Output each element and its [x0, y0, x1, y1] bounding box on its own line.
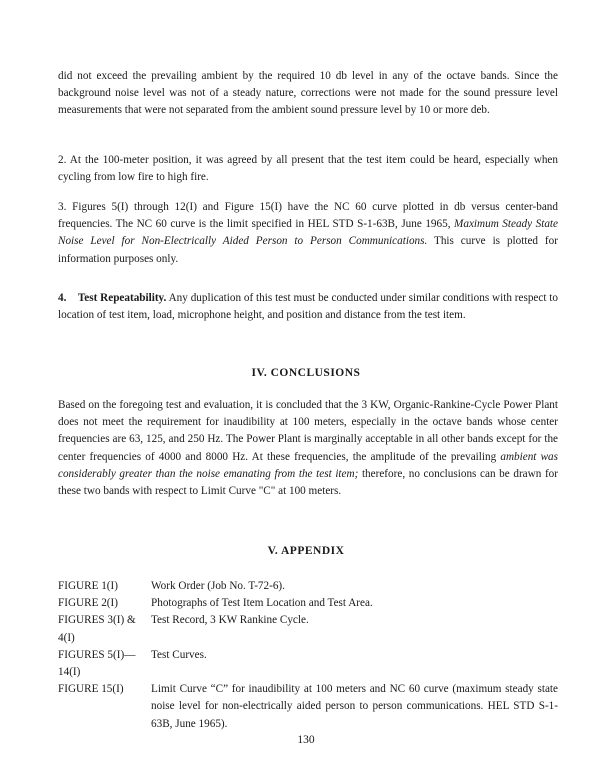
- appendix-item-label: FIGURE 1(I): [58, 580, 118, 592]
- appendix-item: [58, 578, 558, 595]
- appendix-item-desc: Work Order (Job No. T-72-6).: [151, 580, 285, 592]
- appendix-item-desc: Photographs of Test Item Location and Test Area.: [151, 597, 373, 610]
- appendix-item-desc: Test Record, 3 KW Rankine Cycle.: [151, 614, 309, 627]
- appendix-item-label: FIGURE 15(I): [58, 683, 124, 696]
- repeatability-heading: Test Repeatability.: [77, 292, 167, 304]
- appendix-item-label: FIGURES 5(I)—14(I): [58, 648, 136, 679]
- appendix-item-label: FIGURES 3(I) & 4(I): [58, 614, 136, 644]
- nc60-text-end: This curve is plotted for information purposes only.: [58, 235, 558, 265]
- appendix-item-desc: Limit Curve “C” for inaudibility at 100 meters and NC 60 curve (maximum steady state noise level for non-electrically aided person to person communications. HEL STD S-1-63B, June 1965).: [151, 683, 558, 730]
- appendix-item: [58, 647, 558, 681]
- conclusions-text-start: Based on the foregoing test and evaluation, it is concluded that the 3 KW, Organic-Rankine-Cycle Power Plant does not meet the requirement for inaudibility at 100 meters, especially in the octave bands whose center frequencies are 63, 125, and 250 Hz. The Power Plant is marginally acceptable in all other bands except for the center frequencies of 4000 and 8000 Hz. At these frequencies, the amplitude of the prevailing: [58, 399, 558, 463]
- paragraph-ambient-noise: did not exceed the prevailing ambient by the required 10 db level in any of the octave bands. Since the background noise level was not of a steady nature, corrections were not made for the sound pressure level measurements that were not separated from the ambient sound pressure level by 10 or more deb.: [58, 70, 558, 117]
- conclusions-text-end: therefore, no conclusions can be drawn for these two bands with respect to Limit Curve "C" at 100 meters.: [58, 467, 558, 498]
- repeatability-text: Any duplication of this test must be conducted under similar conditions with respect to location of test item, load, microphone height, and position and distance from the test item.: [58, 292, 559, 322]
- paragraph-nc60-curve: [58, 199, 558, 268]
- conclusions-heading: IV. CONCLUSIONS: [251, 367, 361, 379]
- appendix-heading: V. APPENDIX: [267, 545, 345, 557]
- appendix-item-label: FIGURE 2(I): [58, 597, 118, 610]
- appendix-item: [58, 595, 558, 612]
- paragraph-conclusions: [58, 397, 558, 500]
- appendix-list: [58, 578, 558, 733]
- paragraph-test-repeatability: [58, 290, 558, 324]
- appendix-item: [58, 612, 558, 646]
- appendix-item: [58, 681, 558, 733]
- page-number: 130: [297, 734, 315, 746]
- conclusions-italic-text: ambient was considerably greater than the noise emanating from the test item;: [58, 450, 558, 480]
- paragraph-100-meter: 2. At the 100-meter position, it was agreed by all present that the test item could be heard, especially when cycling from low fire to high fire.: [58, 154, 558, 184]
- appendix-item-desc: Test Curves.: [151, 648, 207, 661]
- repeatability-number: 4.: [58, 292, 67, 304]
- nc60-text-start: 3. Figures 5(I) through 12(I) and Figure 15(I) have the NC 60 curve plotted in db versus center-band frequencies. The NC 60 curve is the limit specified in HEL STD S-1-63B, June 1965,: [58, 201, 558, 231]
- nc60-standard-title: Maximum Steady State Noise Level for Non-Electrically Aided Person to Person Communications.: [58, 218, 558, 248]
